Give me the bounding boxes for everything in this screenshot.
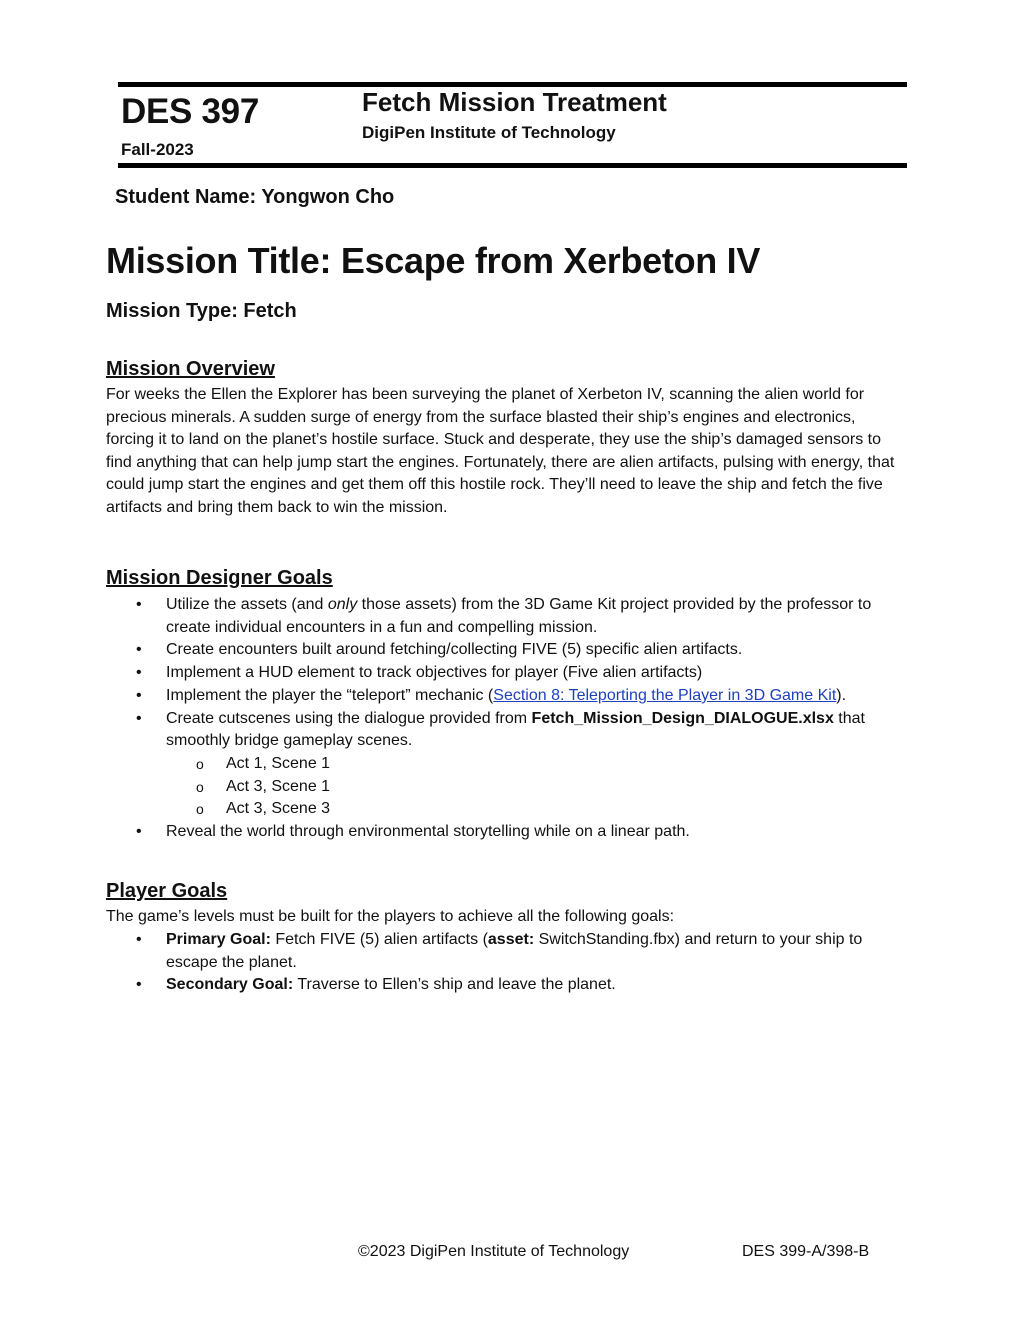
goal-text: Traverse to Ellen’s ship and leave the planet.	[293, 976, 616, 994]
goal-text: those assets) from the 3D Game Kit project provided by the professor to create individual encounters in a fun and compelling mission.	[166, 596, 872, 636]
mission-overview-text	[106, 384, 906, 519]
dialogue-file-name: Fetch_Mission_Design_DIALOGUE.xlsx	[531, 709, 834, 727]
overview-paragraph: For weeks the Ellen the Explorer has been surveying the planet of Xerbeton IV, scanning the alien world for precious minerals. A sudden surge of energy from the surface blasted their ship’s engines and electronics, forcing it to land on the planet’s hostile surface. Stuck and desperate, they use the ship’s damaged sensors to find anything that can help jump start the engines. Fortunately, there are alien artifacts, pulsing with energy, that could jump start the engines and get them off this hostile rock. They’ll need to leave the ship and fetch the five artifacts and bring them back to win the mission.	[106, 386, 895, 516]
footer-course-code: DES 399-A/398-B	[742, 1243, 870, 1260]
cutscene-item: o Act 1, Scene 1	[166, 753, 906, 776]
teleport-section-link[interactable]: Section 8: Teleporting the Player in 3D Game Kit	[493, 686, 837, 704]
cutscene-list	[166, 753, 906, 821]
designer-goal-assets	[106, 594, 906, 639]
designer-goal-teleport	[106, 685, 906, 708]
secondary-goal	[106, 974, 906, 997]
mission-overview-heading: Mission Overview	[106, 358, 275, 380]
footer-copyright: ©2023 DigiPen Institute of Technology	[358, 1243, 630, 1260]
goal-label: Primary Goal:	[166, 931, 271, 948]
designer-goal-storytelling: • Reveal the world through environmental storytelling while on a linear path.	[106, 821, 906, 844]
goal-text: ).	[836, 686, 847, 704]
player-goals-list	[106, 929, 906, 997]
goal-emphasis: only	[327, 596, 358, 613]
cutscene-item: o Act 3, Scene 3	[166, 798, 906, 821]
course-code: DES 397	[121, 92, 259, 131]
designer-goals-list	[106, 594, 906, 844]
document-title: Fetch Mission Treatment	[362, 87, 667, 117]
goal-text: SwitchStanding.fbx) and return to your ship to escape the planet.	[166, 931, 863, 971]
asset-label: asset:	[487, 931, 535, 948]
designer-goals-heading: Mission Designer Goals	[106, 567, 333, 589]
primary-goal	[106, 929, 906, 974]
header-bottom-rule	[118, 163, 907, 168]
institution-name: DigiPen Institute of Technology	[362, 123, 616, 142]
student-name: Student Name: Yongwon Cho	[115, 186, 395, 208]
goal-label: Secondary Goal:	[166, 976, 294, 994]
designer-goal-hud: • Implement a HUD element to track objectives for player (Five alien artifacts)	[106, 662, 906, 685]
designer-goal-encounters: • Create encounters built around fetching/collecting FIVE (5) specific alien artifacts.	[106, 639, 906, 662]
player-goals-intro: The game’s levels must be built for the players to achieve all the following goals:	[106, 908, 675, 925]
goal-text: that smoothly bridge gameplay scenes.	[166, 709, 865, 750]
mission-type: Mission Type: Fetch	[106, 300, 297, 322]
goal-text: Utilize the assets (and	[166, 596, 328, 613]
goal-text: Create cutscenes using the dialogue provided from	[166, 709, 532, 727]
goal-text: Implement the player the “teleport” mechanic (	[166, 686, 494, 704]
cutscene-item: o Act 3, Scene 1	[166, 776, 906, 799]
mission-title: Mission Title: Escape from Xerbeton IV	[106, 240, 761, 281]
designer-goal-cutscenes	[106, 708, 906, 822]
goal-text: Fetch FIVE (5) alien artifacts (	[270, 931, 488, 948]
player-goals-heading: Player Goals	[106, 880, 228, 902]
term: Fall-2023	[121, 140, 194, 159]
